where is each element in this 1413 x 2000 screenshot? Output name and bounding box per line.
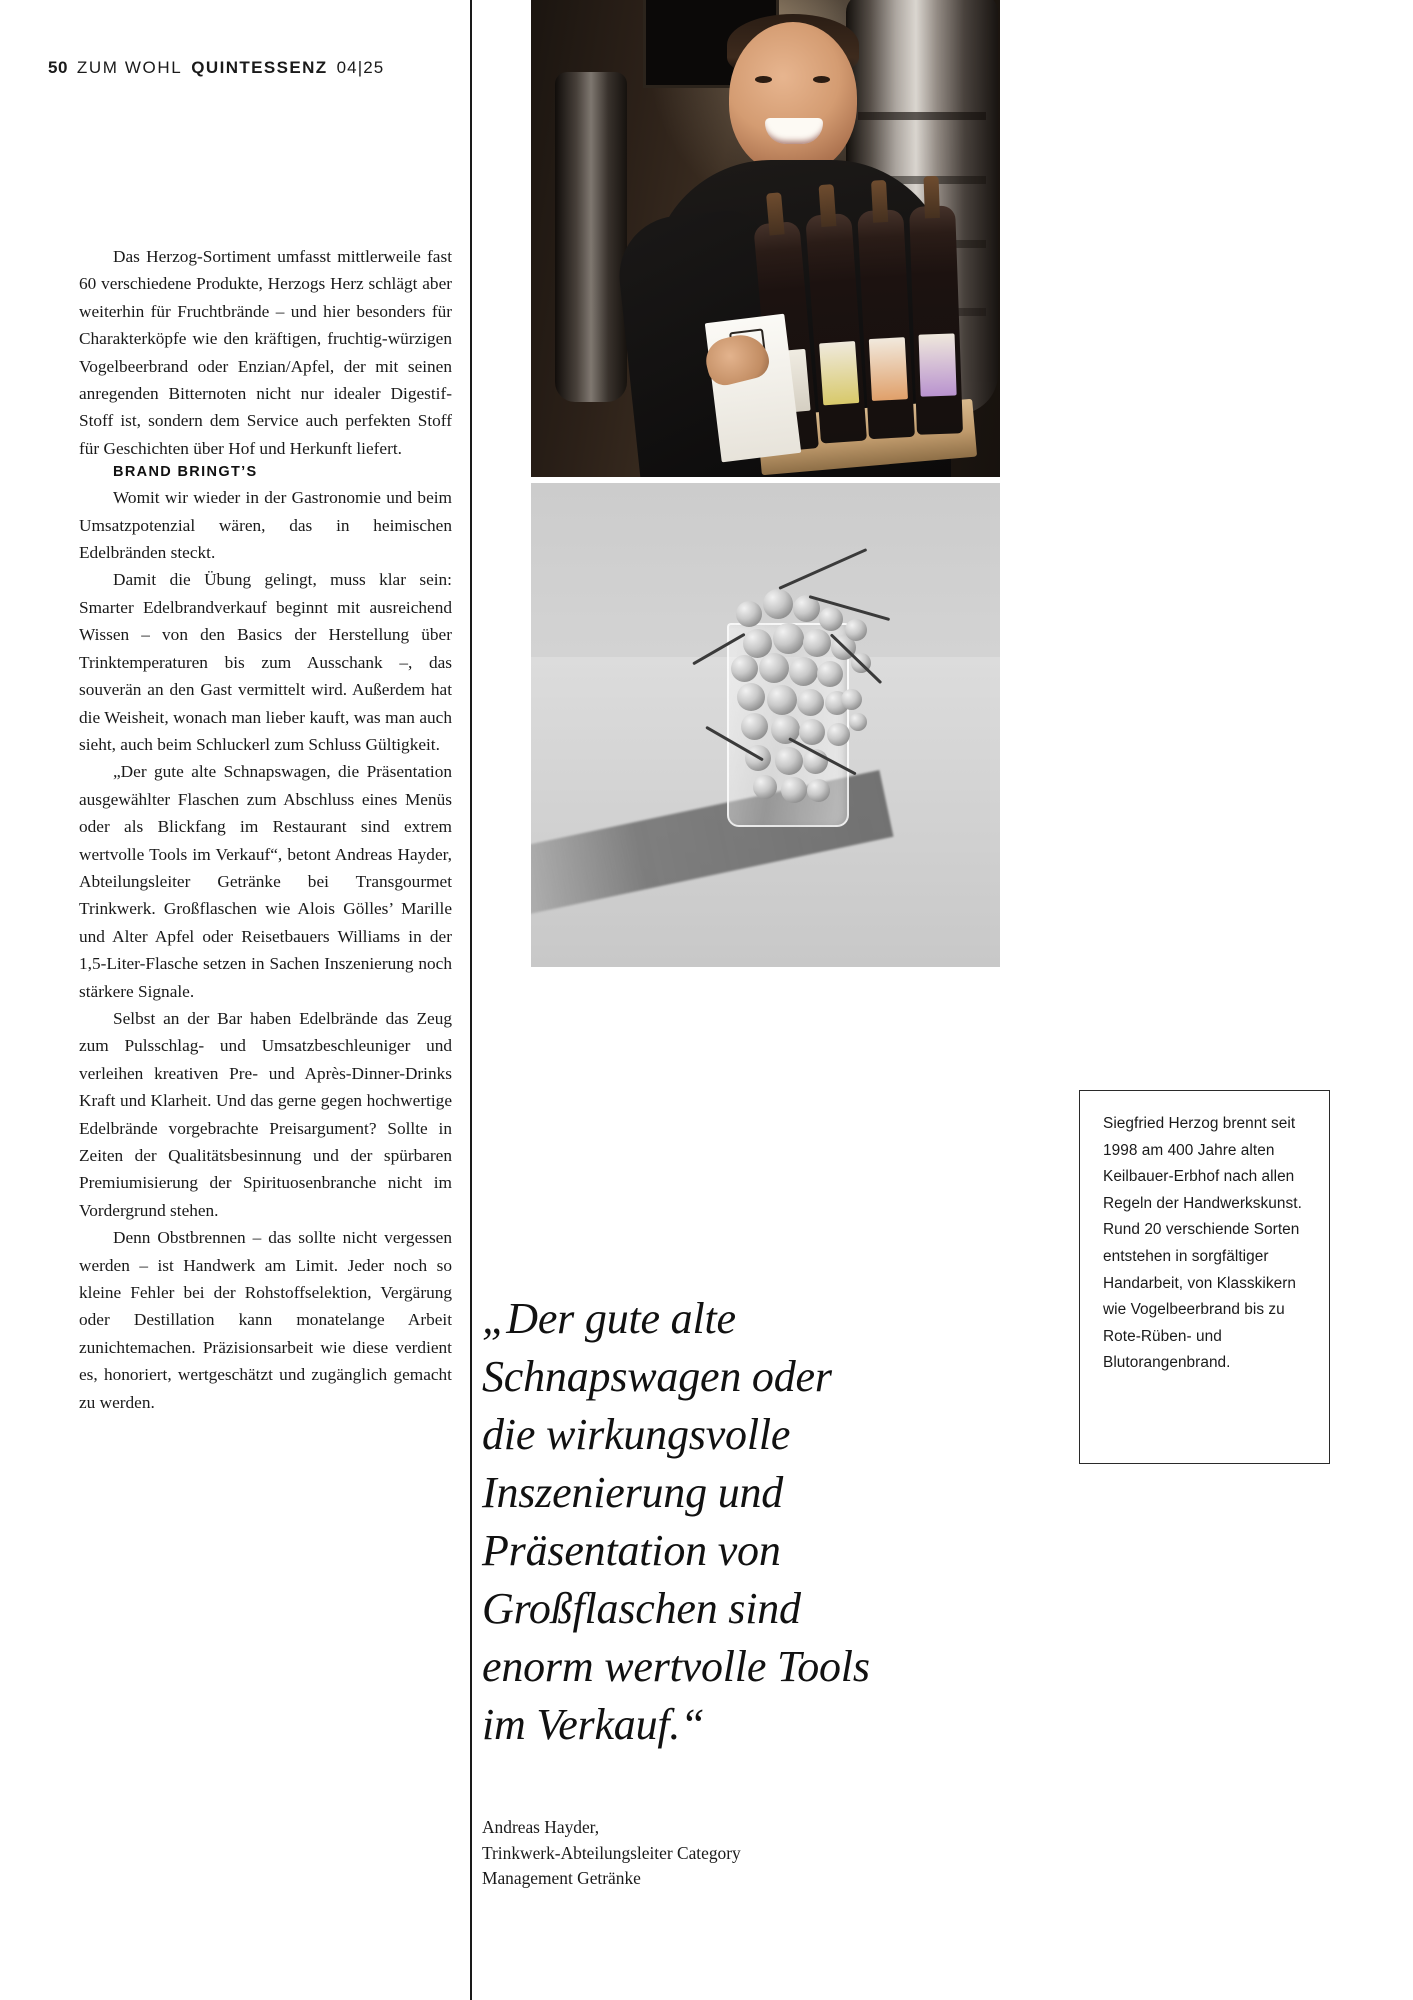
berry <box>803 629 831 657</box>
berry <box>817 661 843 687</box>
front-bottle-label <box>705 314 801 463</box>
body-paragraph: „Der gute alte Schnapswagen, die Präsentation ausgewählter Flaschen zum Abschluss eines Menüs oder als Blickfang im Restaurant sind extrem wertvolle Tools im Verkauf“, betont Andreas Hayder, Abteilungsleiter Getränke bei Transgourmet Trinkwerk. Großflaschen wie Alois Gölles’ Marille und Alter Apfel oder Reisetbauers Williams in der 1,5-Liter-Flasche setzen in Sachen Inszenierung noch stärkere Signale. <box>79 762 452 1001</box>
berry <box>759 653 789 683</box>
section-subheading: BRAND BRINGT’S <box>113 464 258 481</box>
pull-quote-attribution <box>482 1815 902 1892</box>
attribution-role-line-1: Trinkwerk-Abteilungsleiter Category <box>482 1842 741 1863</box>
berry <box>781 777 807 803</box>
berry <box>736 601 762 627</box>
berry <box>731 655 758 682</box>
berry <box>849 713 867 731</box>
berry <box>789 657 818 686</box>
photo-caption-text: Siegfried Herzog brennt seit 1998 am 400 Jahre alten Keilbauer-Erbhof nach allen Regeln der Handwerkskunst. Rund 20 verschiende Sorten entstehen in sorgfältiger Handarbeit, von Klasskikern wie Vogelbeerbrand bis zu Rote-Rüben- und Blutorangenbrand. <box>1103 1115 1302 1372</box>
bottle-label <box>869 337 908 401</box>
bottle-label <box>819 341 859 405</box>
issue-number: 04|25 <box>336 58 385 77</box>
magazine-title: QUINTESSENZ <box>191 58 328 77</box>
pull-quote: „Der gute alte Schnapswagen oder die wirkungsvolle Inszenierung und Präsentation von Großflaschen sind enorm wertvolle Tools im Verkauf.“ <box>482 1294 870 1749</box>
berry <box>767 685 797 715</box>
berry <box>775 747 803 775</box>
person-eye-right <box>813 76 830 83</box>
column-divider-rule <box>470 0 472 2000</box>
berry <box>799 719 825 745</box>
berry <box>773 623 804 654</box>
body-paragraph: Denn Obstbrennen – das sollte nicht vergessen werden – ist Handwerk am Limit. Jeder noch so kleine Fehler bei der Rohstoffselektion, Vergärung oder Destillation kann monatelange Arbeit zunichtemachen. Präzisionsarbeit wie diese verdient es, honoriert, wertgeschätzt und zugänglich gemacht zu werden. <box>79 1228 452 1412</box>
berry <box>827 723 850 746</box>
article-body-column <box>79 243 452 1416</box>
person-eye-left <box>755 76 772 83</box>
berry <box>819 607 843 631</box>
photo-distiller-portrait <box>531 0 1000 477</box>
attribution-role-line-2: Management Getränke <box>482 1868 641 1888</box>
berry <box>845 619 867 641</box>
photo-caption-box <box>1079 1090 1330 1464</box>
body-paragraph: Womit wir wieder in der Gastronomie und beim Umsatzpotenzial wären, das in heimischen Edelbränden steckt. <box>79 488 452 563</box>
photo-glass-with-berries <box>531 483 1000 967</box>
running-header <box>48 58 384 78</box>
bottle-label <box>919 333 957 396</box>
section-name: ZUM WOHL <box>76 58 183 77</box>
body-paragraph: Damit die Übung gelingt, muss klar sein: Smarter Edelbrandverkauf beginnt mit ausreichend Wissen – von den Basics der Herstellung über Trinktemperaturen bis zum Ausschank –, das souverän an den Gast vermittelt wird. Außerdem hat die Weisheit, wonach man lieber kauft, was man auch sieht, auch beim Schluckerl zum Schluss Gültigkeit. <box>79 570 452 754</box>
bottle <box>909 205 963 434</box>
body-paragraph: Selbst an der Bar haben Edelbrände das Zeug zum Pulsschlag- und Umsatzbeschleuniger und verleihen kreativen Pre- und Après-Dinner-Drinks Kraft und Klarheit. Und das gerne gegen hochwertige Edelbrände vorgebrachte Preisargument? Sollte in Zeiten der Qualitätsbesinnung und der spürbaren Premiumisierung der Spirituosenbranche nicht im Vordergrund stehen. <box>79 1008 452 1220</box>
person-head <box>729 22 857 174</box>
berry <box>841 689 862 710</box>
body-paragraph: Das Herzog-Sortiment umfasst mittlerweile fast 60 verschiedene Produkte, Herzogs Herz schlägt aber weiterhin für Fruchtbrände – und hier besonders für Charakterköpfe wie den kräftigen, fruchtig-würzigen Vogelbeerbrand oder Enzian/Apfel, der mit seinen anregenden Bitternoten nicht nur idealer Digestif-Stoff ist, sondern dem Service auch perfekten Stoff für Geschichten über Hof und Herkunft liefert. <box>79 247 452 458</box>
berry <box>807 779 830 802</box>
berry <box>737 683 765 711</box>
attribution-name: Andreas Hayder, <box>482 1817 600 1837</box>
distillery-still-secondary <box>555 72 627 402</box>
berry <box>763 589 793 619</box>
berry <box>741 713 768 740</box>
berry <box>797 689 824 716</box>
page-folio: 50 <box>48 58 68 77</box>
berry <box>753 775 777 799</box>
